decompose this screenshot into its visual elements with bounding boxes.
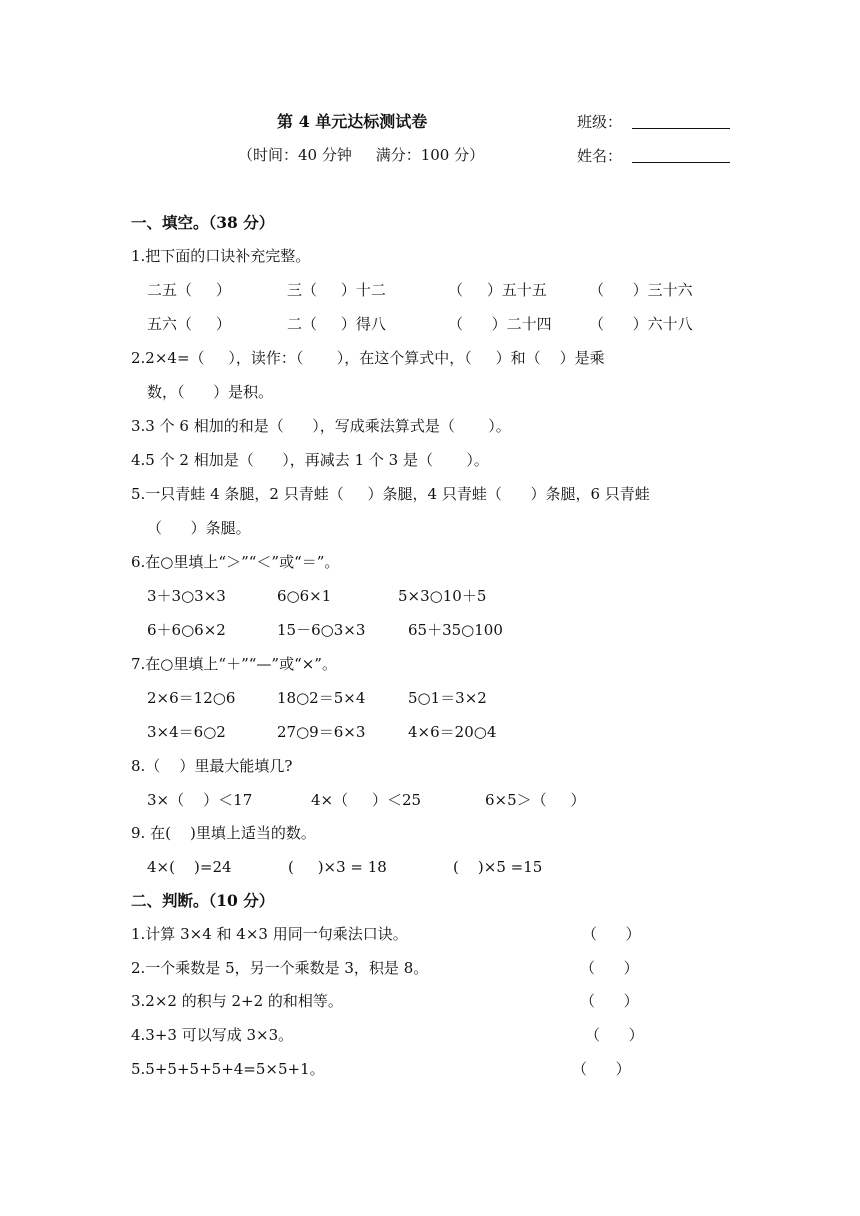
q7-row1-item: 2×6＝12○6 xyxy=(147,689,236,707)
question-8-text: 8.（ ）里最大能填几? xyxy=(131,757,293,775)
class-blank-line[interactable] xyxy=(632,128,730,129)
q8-row-item: 3×（ ）＜17 xyxy=(147,791,253,809)
section-fill-blank-heading: 一、填空。（38 分） xyxy=(131,213,275,232)
worksheet-title: 第 4 单元达标测试卷 xyxy=(277,112,428,131)
q8-row-item: 6×5＞（ ） xyxy=(485,791,586,809)
question-2-line2: 数，（ ）是积。 xyxy=(147,383,274,401)
q6-row1-item: 3＋3○3×3 xyxy=(147,587,226,605)
q6-row2-item: 65＋35○100 xyxy=(408,621,503,639)
judge-item-5-answer[interactable]: （ ） xyxy=(572,1060,631,1078)
question-4-text: 4.5 个 2 相加是（ ），再减去 1 个 3 是（ ）。 xyxy=(131,451,489,469)
section-true-false-heading: 二、判断。（10 分） xyxy=(131,891,275,910)
judge-item-3-text: 3.2×2 的积与 2+2 的和相等。 xyxy=(131,992,343,1010)
judge-item-3-answer[interactable]: （ ） xyxy=(580,992,639,1010)
q9-row-item: ( )×5 =15 xyxy=(453,858,543,876)
time-score-info: （时间：40 分钟 满分：100 分） xyxy=(238,146,485,164)
q1-row2-item: 五六（ ） xyxy=(147,315,231,333)
q6-row2-item: 6＋6○6×2 xyxy=(147,621,226,639)
judge-item-2-answer[interactable]: （ ） xyxy=(580,959,639,977)
judge-item-4-text: 4.3+3 可以写成 3×3。 xyxy=(131,1026,294,1044)
q1-row2-item: 二（ ）得八 xyxy=(287,315,386,333)
q9-row-item: 4×( )=24 xyxy=(147,858,232,876)
q9-row-item: ( )×3 = 18 xyxy=(288,858,387,876)
q1-row2-item: （ ）二十四 xyxy=(448,315,552,333)
question-1-text: 1.把下面的口诀补充完整。 xyxy=(131,247,311,265)
q7-row2-item: 27○9＝6×3 xyxy=(277,723,366,741)
q7-row1-item: 5○1＝3×2 xyxy=(408,689,487,707)
question-5-line2: （ ）条腿。 xyxy=(147,519,251,537)
q6-row1-item: 5×3○10＋5 xyxy=(398,587,487,605)
judge-item-1-text: 1.计算 3×4 和 4×3 用同一句乘法口诀。 xyxy=(131,925,408,943)
q8-row-item: 4×（ ）＜25 xyxy=(311,791,422,809)
q1-row1-item: （ ）三十六 xyxy=(589,281,693,299)
question-3-text: 3.3 个 6 相加的和是（ ），写成乘法算式是（ ）。 xyxy=(131,417,511,435)
judge-item-2-text: 2.一个乘数是 5，另一个乘数是 3，积是 8。 xyxy=(131,959,429,977)
q1-row2-item: （ ）六十八 xyxy=(589,315,693,333)
question-2-line1: 2.2×4=（ ），读作：（ ），在这个算式中，（ ）和（ ）是乘 xyxy=(131,349,605,367)
name-blank-line[interactable] xyxy=(632,162,730,163)
judge-item-1-answer[interactable]: （ ） xyxy=(582,925,641,943)
question-7-text: 7.在○里填上“＋”“—”或“×”。 xyxy=(131,655,337,673)
q7-row2-item: 4×6＝20○4 xyxy=(408,723,497,741)
q6-row1-item: 6○6×1 xyxy=(277,587,332,605)
q1-row1-item: 三（ ）十二 xyxy=(287,281,386,299)
question-5-line1: 5.一只青蛙 4 条腿，2 只青蛙（ ）条腿，4 只青蛙（ ）条腿，6 只青蛙 xyxy=(131,485,650,503)
class-label: 班级： xyxy=(577,113,623,131)
q1-row1-item: （ ）五十五 xyxy=(448,281,547,299)
q6-row2-item: 15－6○3×3 xyxy=(277,621,366,639)
name-label: 姓名： xyxy=(577,147,623,165)
judge-item-4-answer[interactable]: （ ） xyxy=(585,1026,644,1044)
question-9-text: 9. 在( )里填上适当的数。 xyxy=(131,824,316,842)
q7-row2-item: 3×4＝6○2 xyxy=(147,723,226,741)
question-6-text: 6.在○里填上“＞”“＜”或“＝”。 xyxy=(131,553,340,571)
q7-row1-item: 18○2＝5×4 xyxy=(277,689,366,707)
q1-row1-item: 二五（ ） xyxy=(147,281,231,299)
judge-item-5-text: 5.5+5+5+5+4=5×5+1。 xyxy=(131,1060,325,1078)
